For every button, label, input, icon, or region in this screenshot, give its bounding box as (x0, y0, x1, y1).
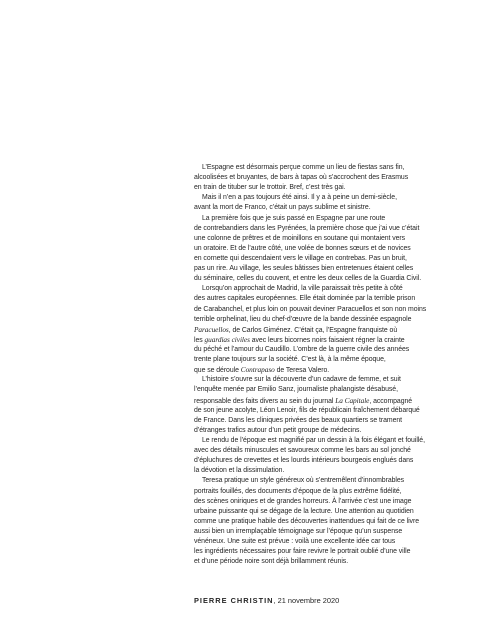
line-text: urbaine puissante qui se dégage de la lecture. Une attention au quotidien (194, 507, 414, 515)
text-line (194, 365, 444, 375)
line-text-after: , de Carlos Giménez. C’était ça, l’Espagne franquiste où (228, 326, 398, 334)
line-text: en cornette qui descendaient vers le village en contrebas. Pas un bruit, (194, 254, 407, 262)
text-line (194, 537, 444, 547)
signature-date: , 21 novembre 2020 (273, 596, 340, 605)
line-text: comme une pratique habile des découvertes inattendues qui fait de ce livre (194, 517, 419, 525)
text-line (194, 244, 444, 254)
text-line (194, 274, 444, 284)
line-text: les (194, 336, 205, 344)
text-line (194, 254, 444, 264)
text-line (194, 355, 444, 365)
text-line (194, 547, 444, 557)
italic-title: Paracuellos (194, 324, 229, 334)
text-line (194, 335, 444, 345)
line-text: de France. Dans les cliniques privées des beaux quartiers se trament (194, 416, 403, 424)
line-text: du péché et l’amour du Caudillo. L’ombre de la guerre civile des années (194, 345, 410, 353)
text-line (194, 507, 444, 517)
text-line (194, 203, 444, 213)
text-line (194, 396, 444, 406)
line-text: d’épluchures de crevettes et les lourds intérieurs bourgeois englués dans (194, 457, 414, 465)
text-line (194, 406, 444, 416)
text-line (194, 385, 444, 395)
text-line (194, 527, 444, 537)
text-line (194, 487, 444, 497)
text-line (194, 426, 444, 436)
text-line (194, 224, 444, 234)
italic-title: La Capitale (335, 395, 370, 405)
text-line (194, 345, 444, 355)
preface-text (194, 163, 444, 567)
text-line (194, 163, 444, 173)
line-text: d’étranges trafics autour d’un petit groupe de médecins. (194, 426, 362, 434)
text-line (194, 466, 444, 476)
text-line (194, 517, 444, 527)
line-text-after: avec leurs bicornes noirs faisaient régner la crainte (249, 336, 405, 344)
line-text: Lorsqu’on approchait de Madrid, la ville paraissait très petite à côté (202, 285, 403, 293)
line-text: que se déroule (194, 367, 241, 375)
text-line (194, 436, 444, 446)
line-text: portraits fouillés, des documents d’époque de la plus extrême fidélité, (194, 487, 402, 495)
italic-title: guardias civiles (204, 334, 250, 344)
signature (194, 596, 339, 605)
line-text: des scènes oniriques et de grandes horreurs. À l’arrivée c’est une image (194, 497, 412, 505)
line-text: de son jeune acolyte, Léon Lenoir, fils de républicain fraîchement débarqué (194, 406, 420, 414)
line-text: les ingrédients nécessaires pour faire revivre le portrait oublié d’une ville (194, 548, 411, 556)
text-line (194, 325, 444, 335)
text-line (194, 294, 444, 304)
line-text: un oratoire. Et de l’autre côté, une volée de bonnes sœurs et de novices (194, 244, 411, 252)
line-text: alcoolisées et bruyantes, de bars à tapas où s’accrochent des Erasmus (194, 174, 409, 182)
line-text: trente plane toujours sur la société. C’est là, à la même époque, (194, 356, 386, 364)
line-text: avant la mort de Franco, c’était un pays sublime et sinistre. (194, 204, 371, 212)
text-line (194, 234, 444, 244)
line-text: une colonne de prêtres et de moinillons en soutane qui montaient vers (194, 234, 406, 242)
text-line (194, 497, 444, 507)
line-text: et d’une période noire sont déjà brillamment réunis. (194, 558, 349, 566)
text-line (194, 315, 444, 325)
line-text: avec des détails minuscules et savoureux comme les bars au sol jonché (194, 447, 411, 455)
italic-title: Contrapaso (240, 365, 275, 375)
line-text: des autres capitales européennes. Elle était dominée par la terrible prison (194, 295, 416, 303)
text-line (194, 214, 444, 224)
line-text: en train de tituber sur le trottoir. Bref, c’est très gai. (194, 184, 346, 192)
text-line (194, 183, 444, 193)
line-text-after: , accompagné (369, 397, 413, 405)
line-text: Teresa pratique un style généreux où s’entremêlent d’innombrables (202, 477, 405, 485)
line-text: aussi bien un irremplaçable témoignage sur l’époque qu’un suspense (194, 527, 403, 535)
text-line (194, 264, 444, 274)
line-text: la dévotion et la dissimulation. (194, 467, 285, 475)
text-line (194, 446, 444, 456)
text-line (194, 375, 444, 385)
text-line (194, 416, 444, 426)
text-line (194, 284, 444, 294)
author-name: PIERRE CHRISTIN (194, 596, 274, 605)
text-line (194, 456, 444, 466)
text-line (194, 173, 444, 183)
line-text: Le rendu de l’époque est magnifié par un dessin à la fois élégant et fouillé, (202, 436, 425, 444)
line-text: pas un rire. Au village, les seules bâtisses bien entretenues étaient celles (194, 265, 414, 273)
text-line (194, 476, 444, 486)
line-text: de Carabanchel, et plus loin on pouvait deviner Paracuellos et son non moins (194, 305, 427, 313)
text-line (194, 193, 444, 203)
line-text: l’enquête menée par Emilio Sanz, journaliste phalangiste désabusé, (194, 386, 398, 394)
line-text: terrible orphelinat, lieu du chef-d’œuvre de la bande dessinée espagnole (194, 315, 412, 323)
line-text: du séminaire, celles du couvent, et entre les deux celles de la Guardia Civil. (194, 275, 422, 283)
line-text: de contrebandiers dans les Pyrénées, la première chose que j’ai vue c’était (194, 224, 420, 232)
line-text: responsable des faits divers au sein du journal (194, 397, 336, 405)
line-text: vénéneux. Une suite est prévue : voilà une excellente idée car tous (194, 538, 396, 546)
line-text: L’histoire s’ouvre sur la découverte d’un cadavre de femme, et suit (202, 376, 401, 384)
line-text: La première fois que je suis passé en Espagne par une route (202, 214, 386, 222)
line-text: L’Espagne est désormais perçue comme un lieu de fiestas sans fin, (202, 164, 405, 171)
text-line (194, 305, 444, 315)
line-text: Mais il n’en a pas toujours été ainsi. Il y a à peine un demi-siècle, (202, 194, 397, 202)
line-text-after: de Teresa Valero. (274, 367, 330, 375)
text-line (194, 557, 444, 567)
